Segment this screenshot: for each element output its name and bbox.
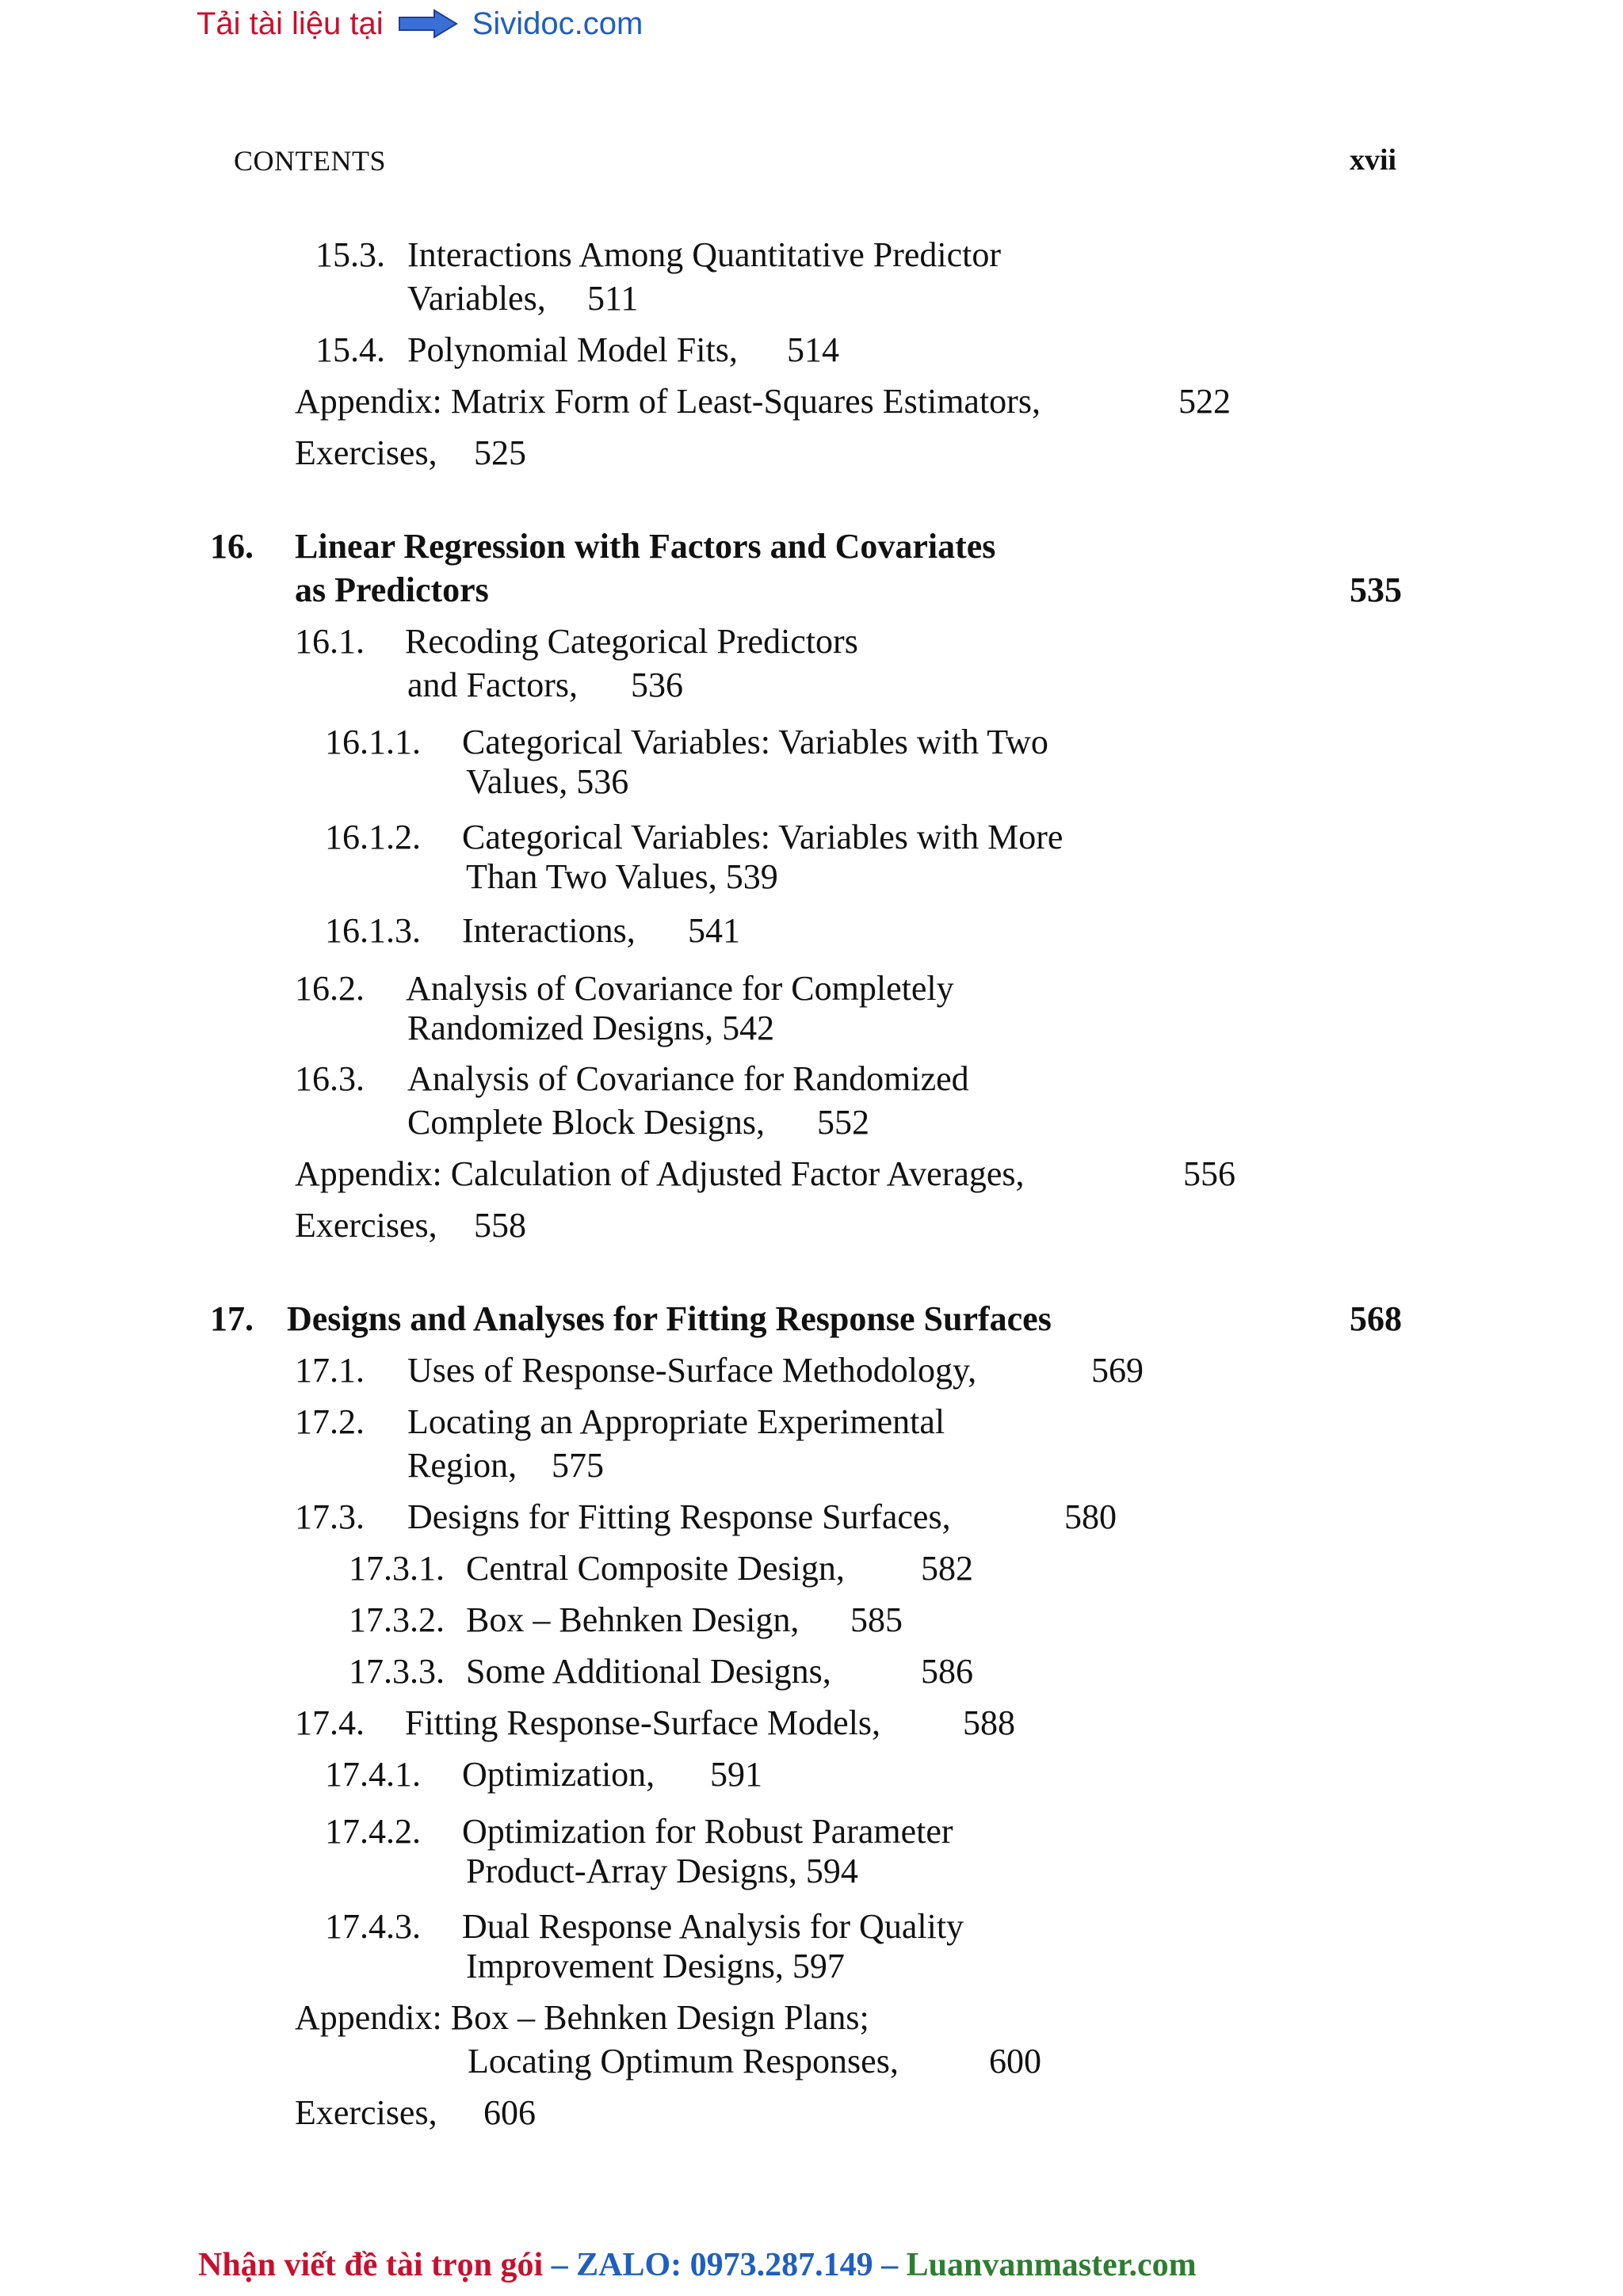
- toc-entry-page: 600: [989, 2042, 1041, 2081]
- toc-entry-number: 16.1.3.: [325, 911, 421, 950]
- toc-entry-title: Exercises,: [295, 1206, 437, 1245]
- chapter-title: Designs and Analyses for Fitting Response Surfaces: [287, 1299, 1052, 1338]
- toc-entry-number: 16.1.: [295, 622, 365, 661]
- watermark-top-text: Tải tài liệu tại: [197, 6, 384, 41]
- page-number: xvii: [1350, 143, 1397, 177]
- toc-entry-number: 16.2.: [295, 969, 365, 1008]
- chapter-title: as Predictors: [295, 570, 489, 609]
- toc-entry-title: Categorical Variables: Variables with More: [462, 818, 1064, 856]
- toc-entry-title: Box – Behnken Design,: [466, 1600, 800, 1639]
- toc-entry-page: 541: [688, 911, 740, 950]
- chapter-title: Linear Regression with Factors and Covariates: [295, 527, 996, 566]
- toc-entry-title: Some Additional Designs,: [466, 1652, 831, 1691]
- toc-entry-title: Categorical Variables: Variables with Two: [462, 723, 1048, 761]
- toc-entry-title: Randomized Designs, 542: [407, 1009, 775, 1047]
- toc-entry-page: 536: [631, 666, 683, 704]
- toc-entry-number: 15.4.: [315, 330, 385, 369]
- toc-entry-title: Interactions Among Quantitative Predictor: [407, 235, 1002, 274]
- toc-entry-title: Designs for Fitting Response Surfaces,: [407, 1497, 951, 1536]
- toc-entry-title: Appendix: Box – Behnken Design Plans;: [295, 1998, 869, 2037]
- toc-entry-page: 558: [474, 1206, 526, 1245]
- toc-entry-page: 591: [710, 1755, 762, 1794]
- toc-entry-title: Optimization for Robust Parameter: [462, 1812, 953, 1851]
- toc-entry-title: Region,: [407, 1446, 517, 1485]
- toc-entry-number: 16.1.2.: [325, 818, 421, 856]
- toc-entry-title: Interactions,: [462, 911, 636, 950]
- toc-entry-title: Complete Block Designs,: [407, 1103, 765, 1142]
- right-arrow-icon: [398, 8, 458, 40]
- toc-entry-title: Improvement Designs, 597: [466, 1947, 845, 1985]
- watermark-separator: –: [873, 2247, 907, 2283]
- toc-entry-number: 17.3.2.: [349, 1600, 445, 1639]
- toc-entry-title: Recoding Categorical Predictors: [405, 622, 858, 661]
- toc-entry-number: 17.4.2.: [325, 1812, 421, 1851]
- toc-entry-title: Locating an Appropriate Experimental: [407, 1402, 945, 1441]
- toc-entry-title: Polynomial Model Fits,: [407, 330, 738, 369]
- toc-entry-title: and Factors,: [407, 666, 579, 704]
- toc-entry-page: 580: [1064, 1497, 1117, 1536]
- toc-entry-page: 556: [1183, 1154, 1235, 1193]
- chapter-number: 17.: [210, 1299, 254, 1338]
- toc-entry-title: Analysis of Covariance for Completely: [406, 969, 954, 1008]
- watermark-separator: –: [543, 2247, 577, 2283]
- toc-entry-page: 552: [817, 1103, 869, 1142]
- toc-entry-title: Exercises,: [295, 2093, 437, 2132]
- toc-entry-number: 17.3.: [295, 1497, 365, 1536]
- toc-entry-page: 582: [921, 1549, 973, 1588]
- toc-entry-number: 17.4.: [295, 1703, 365, 1742]
- chapter-number: 16.: [210, 527, 254, 566]
- toc-entry-title: Analysis of Covariance for Randomized: [407, 1059, 969, 1098]
- toc-entry-title: Product-Array Designs, 594: [466, 1852, 858, 1890]
- toc-entry-number: 16.3.: [295, 1059, 365, 1098]
- toc-entry-page: 588: [963, 1703, 1015, 1742]
- toc-entry-page: 606: [483, 2093, 536, 2132]
- watermark-zalo-contact[interactable]: ZALO: 0973.287.149: [576, 2247, 873, 2283]
- toc-entry-title: Than Two Values, 539: [466, 857, 778, 896]
- toc-entry-page: 511: [587, 279, 639, 318]
- toc-entry-page: 522: [1178, 382, 1231, 421]
- toc-entry-page: 585: [850, 1600, 903, 1639]
- toc-entry-title: Exercises,: [295, 433, 437, 472]
- toc-entry-title: Values, 536: [466, 762, 629, 801]
- toc-entry-title: Locating Optimum Responses,: [468, 2042, 899, 2081]
- toc-entry-title: Appendix: Matrix Form of Least-Squares Estimators,: [295, 382, 1041, 421]
- toc-entry-number: 17.4.3.: [325, 1907, 421, 1946]
- watermark-top: [197, 8, 643, 40]
- watermark-bottom: [198, 2248, 1197, 2282]
- toc-entry-title: Uses of Response-Surface Methodology,: [407, 1351, 977, 1390]
- toc-entry-page: 586: [921, 1652, 973, 1691]
- toc-entry-page: 569: [1091, 1351, 1144, 1390]
- chapter-page: 535: [1350, 570, 1402, 609]
- toc-entry-number: 17.4.1.: [325, 1755, 421, 1794]
- toc-entry-title: Central Composite Design,: [466, 1549, 845, 1588]
- watermark-service-text: Nhận viết đề tài trọn gói: [198, 2247, 544, 2283]
- toc-entry-title: Appendix: Calculation of Adjusted Factor Averages,: [295, 1154, 1025, 1193]
- watermark-site-link[interactable]: Luanvanmaster.com: [906, 2247, 1197, 2283]
- toc-entry-number: 17.3.3.: [349, 1652, 445, 1691]
- toc-entry-title: Fitting Response-Surface Models,: [405, 1703, 881, 1742]
- running-head: CONTENTS: [234, 145, 386, 177]
- toc-entry-number: 17.3.1.: [349, 1549, 445, 1588]
- toc-entry-number: 15.3.: [315, 235, 385, 274]
- chapter-page: 568: [1350, 1299, 1402, 1338]
- toc-entry-title: Dual Response Analysis for Quality: [462, 1907, 964, 1946]
- toc-entry-title: Optimization,: [462, 1755, 655, 1794]
- toc-entry-title: Variables,: [407, 279, 546, 318]
- toc-entry-number: 16.1.1.: [325, 723, 421, 761]
- watermark-top-link[interactable]: Sividoc.com: [472, 6, 643, 41]
- toc-entry-number: 17.1.: [295, 1351, 365, 1390]
- toc-entry-page: 575: [552, 1446, 604, 1485]
- toc-entry-page: 525: [474, 433, 526, 472]
- toc-entry-page: 514: [787, 330, 839, 369]
- toc-entry-number: 17.2.: [295, 1402, 365, 1441]
